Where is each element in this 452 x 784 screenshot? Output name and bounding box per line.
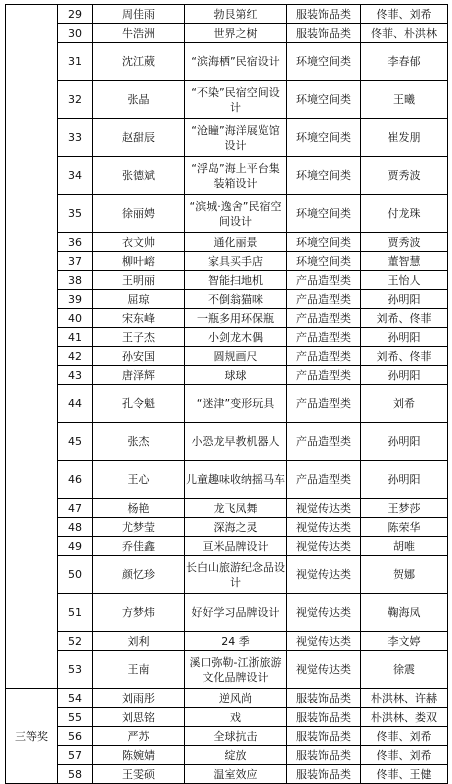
advisor-cell: 佟菲、刘希: [361, 746, 448, 765]
student-name-cell: 沈江葳: [93, 43, 185, 81]
entry-number-cell: 45: [58, 423, 93, 461]
work-title-cell: 温室效应: [185, 765, 287, 784]
work-title-cell: 亘米品牌设计: [185, 537, 287, 556]
entry-number-cell: 41: [58, 328, 93, 347]
student-name-cell: 王子杰: [93, 328, 185, 347]
student-name-cell: 徐丽娉: [93, 195, 185, 233]
advisor-cell: 王怡人: [361, 271, 448, 290]
table-row: [6, 423, 448, 461]
entry-number-cell: 54: [58, 689, 93, 708]
student-name-cell: 孙安国: [93, 347, 185, 366]
category-cell: 环境空间类: [287, 195, 361, 233]
advisor-cell: 佟菲、刘希: [361, 5, 448, 24]
category-cell: 服装饰品类: [287, 708, 361, 727]
work-title-cell: “滨城·逸舍”民宿空间设计: [185, 195, 287, 233]
category-cell: 视觉传达类: [287, 499, 361, 518]
advisor-cell: 朴洪林、许赫: [361, 689, 448, 708]
work-title-cell: 龙飞凤舞: [185, 499, 287, 518]
category-cell: 视觉传达类: [287, 518, 361, 537]
advisor-cell: 李春郁: [361, 43, 448, 81]
entry-number-cell: 46: [58, 461, 93, 499]
category-cell: 产品造型类: [287, 461, 361, 499]
award-list-body: [6, 5, 448, 784]
advisor-cell: 佟菲、刘希: [361, 727, 448, 746]
table-row: [6, 385, 448, 423]
entry-number-cell: 55: [58, 708, 93, 727]
student-name-cell: 杨艳: [93, 499, 185, 518]
work-title-cell: “不染”民宿空间设计: [185, 81, 287, 119]
entry-number-cell: 34: [58, 157, 93, 195]
work-title-cell: 长白山旅游纪念品设计: [185, 556, 287, 594]
table-row: [6, 461, 448, 499]
student-name-cell: 王明丽: [93, 271, 185, 290]
entry-number-cell: 58: [58, 765, 93, 784]
table-row: [6, 5, 448, 24]
advisor-cell: 刘希、佟菲: [361, 347, 448, 366]
student-name-cell: 唐泽辉: [93, 366, 185, 385]
student-name-cell: 衣文帅: [93, 233, 185, 252]
student-name-cell: 刘雨彤: [93, 689, 185, 708]
work-title-cell: “迷津”变形玩具: [185, 385, 287, 423]
work-title-cell: 家具买手店: [185, 252, 287, 271]
work-title-cell: 不倒翁猫咪: [185, 290, 287, 309]
entry-number-cell: 57: [58, 746, 93, 765]
student-name-cell: 尤梦莹: [93, 518, 185, 537]
entry-number-cell: 40: [58, 309, 93, 328]
advisor-cell: 佟菲、朴洪林: [361, 24, 448, 43]
advisor-cell: 孙明阳: [361, 461, 448, 499]
student-name-cell: 王南: [93, 651, 185, 689]
advisor-cell: 陈荣华: [361, 518, 448, 537]
work-title-cell: 小剑龙木偶: [185, 328, 287, 347]
table-row: [6, 537, 448, 556]
student-name-cell: 宋东峰: [93, 309, 185, 328]
work-title-cell: 24 季: [185, 632, 287, 651]
advisor-cell: 孙明阳: [361, 423, 448, 461]
work-title-cell: 世界之树: [185, 24, 287, 43]
student-name-cell: 周佳雨: [93, 5, 185, 24]
award-list-table: [5, 4, 448, 784]
advisor-cell: 孙明阳: [361, 290, 448, 309]
student-name-cell: 严苏: [93, 727, 185, 746]
student-name-cell: 乔佳鑫: [93, 537, 185, 556]
work-title-cell: “浮岛”海上平台集装箱设计: [185, 157, 287, 195]
entry-number-cell: 31: [58, 43, 93, 81]
entry-number-cell: 48: [58, 518, 93, 537]
work-title-cell: 好好学习品牌设计: [185, 594, 287, 632]
entry-number-cell: 33: [58, 119, 93, 157]
category-cell: 环境空间类: [287, 157, 361, 195]
table-row: [6, 594, 448, 632]
student-name-cell: 陈婉婧: [93, 746, 185, 765]
work-title-cell: 绽放: [185, 746, 287, 765]
table-row: [6, 119, 448, 157]
entry-number-cell: 35: [58, 195, 93, 233]
student-name-cell: 王心: [93, 461, 185, 499]
work-title-cell: 球球: [185, 366, 287, 385]
category-cell: 服装饰品类: [287, 765, 361, 784]
student-name-cell: 王雯硕: [93, 765, 185, 784]
work-title-cell: 智能扫地机: [185, 271, 287, 290]
work-title-cell: “沧瞳”海洋展览馆设计: [185, 119, 287, 157]
advisor-cell: 王梦莎: [361, 499, 448, 518]
table-row: [6, 328, 448, 347]
category-cell: 视觉传达类: [287, 651, 361, 689]
category-cell: 产品造型类: [287, 347, 361, 366]
category-cell: 产品造型类: [287, 290, 361, 309]
student-name-cell: 柳叶嵱: [93, 252, 185, 271]
student-name-cell: 刘思铭: [93, 708, 185, 727]
work-title-cell: 溪口弥勒-江浙旅游文化品牌设计: [185, 651, 287, 689]
student-name-cell: 牛浩洲: [93, 24, 185, 43]
entry-number-cell: 53: [58, 651, 93, 689]
work-title-cell: 圆规画尺: [185, 347, 287, 366]
table-row: [6, 195, 448, 233]
table-row: [6, 518, 448, 537]
entry-number-cell: 32: [58, 81, 93, 119]
category-cell: 产品造型类: [287, 385, 361, 423]
work-title-cell: 全球抗击: [185, 727, 287, 746]
table-row: [6, 499, 448, 518]
work-title-cell: 一瓶多用环保瓶: [185, 309, 287, 328]
entry-number-cell: 30: [58, 24, 93, 43]
category-cell: 环境空间类: [287, 233, 361, 252]
entry-number-cell: 49: [58, 537, 93, 556]
entry-number-cell: 52: [58, 632, 93, 651]
category-cell: 视觉传达类: [287, 594, 361, 632]
entry-number-cell: 47: [58, 499, 93, 518]
advisor-cell: 董智慧: [361, 252, 448, 271]
table-row: [6, 347, 448, 366]
student-name-cell: 颜忆珍: [93, 556, 185, 594]
entry-number-cell: 38: [58, 271, 93, 290]
student-name-cell: 屈琼: [93, 290, 185, 309]
table-row: [6, 727, 448, 746]
advisor-cell: 孙明阳: [361, 366, 448, 385]
student-name-cell: 孔令魁: [93, 385, 185, 423]
entry-number-cell: 43: [58, 366, 93, 385]
category-cell: 视觉传达类: [287, 537, 361, 556]
table-row: [6, 233, 448, 252]
category-cell: 视觉传达类: [287, 556, 361, 594]
table-row: [6, 271, 448, 290]
advisor-cell: 崔发朋: [361, 119, 448, 157]
work-title-cell: 逆风尚: [185, 689, 287, 708]
table-row: [6, 24, 448, 43]
category-cell: 产品造型类: [287, 366, 361, 385]
table-row: [6, 556, 448, 594]
entry-number-cell: 37: [58, 252, 93, 271]
table-row: [6, 651, 448, 689]
category-cell: 服装饰品类: [287, 5, 361, 24]
advisor-cell: 贾秀波: [361, 157, 448, 195]
advisor-cell: 李文婷: [361, 632, 448, 651]
advisor-cell: 朴洪林、娄双: [361, 708, 448, 727]
entry-number-cell: 51: [58, 594, 93, 632]
advisor-cell: 贾秀波: [361, 233, 448, 252]
category-cell: 视觉传达类: [287, 632, 361, 651]
category-cell: 环境空间类: [287, 252, 361, 271]
work-title-cell: 小恐龙早教机器人: [185, 423, 287, 461]
advisor-cell: 王曦: [361, 81, 448, 119]
table-row: [6, 309, 448, 328]
table-row: [6, 157, 448, 195]
student-name-cell: 张杰: [93, 423, 185, 461]
award-group-cell: 三等奖: [6, 689, 58, 784]
work-title-cell: 通化丽景: [185, 233, 287, 252]
table-row: [6, 765, 448, 784]
category-cell: 产品造型类: [287, 423, 361, 461]
student-name-cell: 张晶: [93, 81, 185, 119]
work-title-cell: 勃艮第红: [185, 5, 287, 24]
award-group-cell: [6, 5, 58, 689]
advisor-cell: 贺娜: [361, 556, 448, 594]
advisor-cell: 刘希、佟菲: [361, 309, 448, 328]
table-row: [6, 366, 448, 385]
table-row: [6, 632, 448, 651]
table-row: [6, 290, 448, 309]
advisor-cell: 胡唯: [361, 537, 448, 556]
advisor-cell: 佟菲、王健: [361, 765, 448, 784]
work-title-cell: “滨海栖”民宿设计: [185, 43, 287, 81]
category-cell: 服装饰品类: [287, 689, 361, 708]
entry-number-cell: 39: [58, 290, 93, 309]
table-row: [6, 252, 448, 271]
table-row: [6, 81, 448, 119]
entry-number-cell: 50: [58, 556, 93, 594]
category-cell: 产品造型类: [287, 271, 361, 290]
category-cell: 环境空间类: [287, 43, 361, 81]
category-cell: 产品造型类: [287, 328, 361, 347]
student-name-cell: 方梦炜: [93, 594, 185, 632]
category-cell: 服装饰品类: [287, 727, 361, 746]
entry-number-cell: 56: [58, 727, 93, 746]
work-title-cell: 深海之灵: [185, 518, 287, 537]
category-cell: 环境空间类: [287, 119, 361, 157]
advisor-cell: 付龙珠: [361, 195, 448, 233]
table-row: [6, 708, 448, 727]
student-name-cell: 张德斌: [93, 157, 185, 195]
category-cell: 环境空间类: [287, 81, 361, 119]
entry-number-cell: 36: [58, 233, 93, 252]
entry-number-cell: 29: [58, 5, 93, 24]
advisor-cell: 孙明阳: [361, 328, 448, 347]
entry-number-cell: 42: [58, 347, 93, 366]
table-row: [6, 746, 448, 765]
table-row: [6, 43, 448, 81]
advisor-cell: 鞠海凤: [361, 594, 448, 632]
category-cell: 服装饰品类: [287, 746, 361, 765]
work-title-cell: 戏: [185, 708, 287, 727]
student-name-cell: 刘利: [93, 632, 185, 651]
entry-number-cell: 44: [58, 385, 93, 423]
category-cell: 服装饰品类: [287, 24, 361, 43]
student-name-cell: 赵甜辰: [93, 119, 185, 157]
table-row: [6, 689, 448, 708]
advisor-cell: 刘希: [361, 385, 448, 423]
advisor-cell: 徐震: [361, 651, 448, 689]
work-title-cell: 儿童趣味收纳摇马车: [185, 461, 287, 499]
category-cell: 产品造型类: [287, 309, 361, 328]
